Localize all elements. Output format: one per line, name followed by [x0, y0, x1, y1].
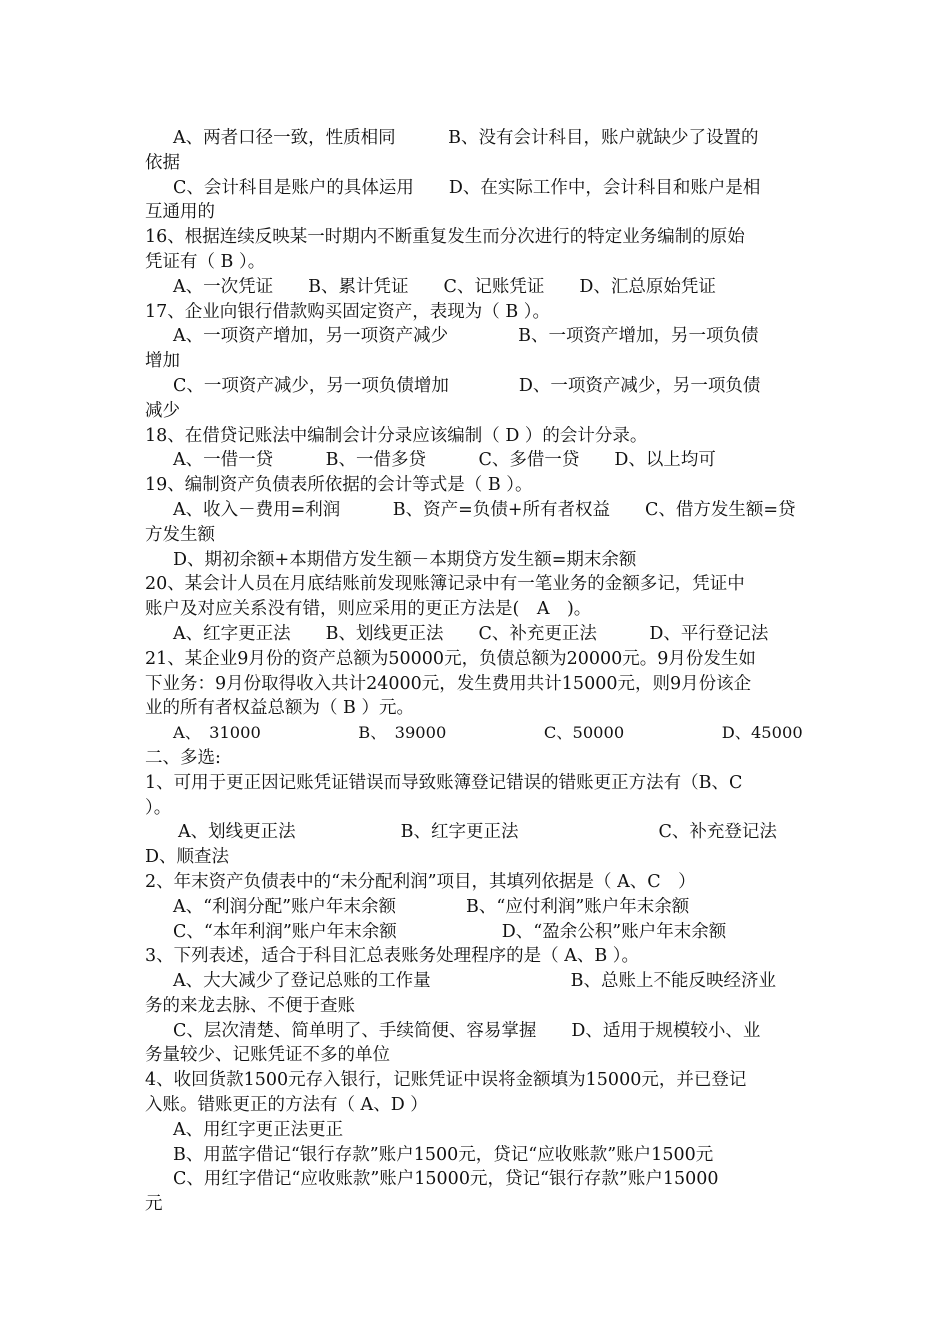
text-line: 减少: [145, 400, 180, 421]
text-line: 元: [145, 1194, 163, 1215]
options-line: C、层次清楚、简单明了、手续简便、容易掌握 D、适用于规模较小、业: [173, 1020, 761, 1041]
text-line: 务量较少、记账凭证不多的单位: [145, 1045, 390, 1066]
document-body: [145, 126, 810, 1217]
question-m3: 3、下列表述，适合于科目汇总表账务处理程序的是（ A、B ）。: [145, 946, 640, 967]
text-line: C、会计科目是账户的具体运用 D、在实际工作中，会计科目和账户是相: [173, 177, 761, 198]
text-line: 互通用的: [145, 202, 215, 223]
text-line: 方发生额: [145, 524, 215, 545]
options-line: A、一项资产增加，另一项资产减少 B、一项资产增加，另一项负债: [173, 326, 759, 347]
options-line: B、用蓝字借记“银行存款”账户1500元，贷记“应收账款”账户1500元: [173, 1144, 714, 1165]
question-m4: 4、收回货款1500元存入银行，记账凭证中误将金额填为15000元，并已登记: [145, 1070, 747, 1091]
question-17: 17、企业向银行借款购买固定资产，表现为（ B ）。: [145, 301, 551, 322]
options-line: D、期初余额+本期借方发生额－本期贷方发生额=期末余额: [173, 549, 637, 570]
question-m2: 2、年末资产负债表中的“未分配利润”项目，其填列依据是（ A、C ）: [145, 871, 696, 892]
options-line: A、一次凭证 B、累计凭证 C、记账凭证 D、汇总原始凭证: [173, 276, 716, 297]
question-18: 18、在借贷记账法中编制会计分录应该编制（ D ）的会计分录。: [145, 425, 648, 446]
options-line: C、用红字借记“应收账款”账户15000元，贷记“银行存款”账户15000: [173, 1169, 719, 1190]
section-heading: 二、多选:: [145, 747, 221, 768]
text-line: 依据: [145, 152, 180, 173]
options-line: A、用红字更正法更正: [173, 1119, 344, 1140]
text-line: ）。: [145, 797, 172, 818]
text-line: 务的来龙去脉、不便于查账: [145, 995, 355, 1016]
options-line: A、一借一贷 B、一借多贷 C、多借一贷 D、以上均可: [173, 450, 716, 471]
options-line: C、“本年利润”账户年末余额 D、“盈余公积”账户年末余额: [173, 921, 727, 942]
text-line: 增加: [145, 351, 180, 372]
options-line: C、一项资产减少，另一项负债增加 D、一项资产减少，另一项负债: [173, 375, 761, 396]
question-19: 19、编制资产负债表所依据的会计等式是（ B ）。: [145, 475, 533, 496]
options-line: A、红字更正法 B、划线更正法 C、补充更正法 D、平行登记法: [173, 623, 769, 644]
options-line: A、大大减少了登记总账的工作量 B、总账上不能反映经济业: [173, 971, 776, 992]
options-line: A、收入－费用=利润 B、资产=负债+所有者权益 C、借方发生额=贷: [173, 499, 796, 520]
question-21: 21、某企业9月份的资产总额为50000元，负债总额为20000元。9月份发生如: [145, 648, 756, 669]
text-line: 凭证有（ B ）。: [145, 251, 266, 272]
question-m1: 1、可用于更正因记账凭证错误而导致账簿登记错误的错账更正方法有（B、C: [145, 772, 743, 793]
question-20: 20、某会计人员在月底结账前发现账簿记录中有一笔业务的金额多记，凭证中: [145, 574, 745, 595]
text-line: 账户及对应关系没有错，则应采用的更正方法是( A )。: [145, 599, 592, 620]
options-line: A、划线更正法 B、红字更正法 C、补充登记法: [178, 822, 777, 843]
question-16: 16、根据连续反映某一时期内不断重复发生而分次进行的特定业务编制的原始: [145, 227, 745, 248]
text-line: 下业务：9月份取得收入共计24000元，发生费用共计15000元，则9月份该企: [145, 673, 752, 694]
options-line: A、 31000 B、 39000 C、50000 D、45000: [173, 723, 803, 743]
text-line: 入账。错账更正的方法有（ A、D ）: [145, 1095, 428, 1116]
text-line: A、两者口径一致，性质相同 B、没有会计科目，账户就缺少了设置的: [173, 128, 759, 148]
text-line: 业的所有者权益总额为（ B ）元。: [145, 698, 414, 719]
text-line: D、顺查法: [145, 847, 230, 868]
options-line: A、“利润分配”账户年末余额 B、“应付利润”账户年末余额: [173, 896, 690, 917]
